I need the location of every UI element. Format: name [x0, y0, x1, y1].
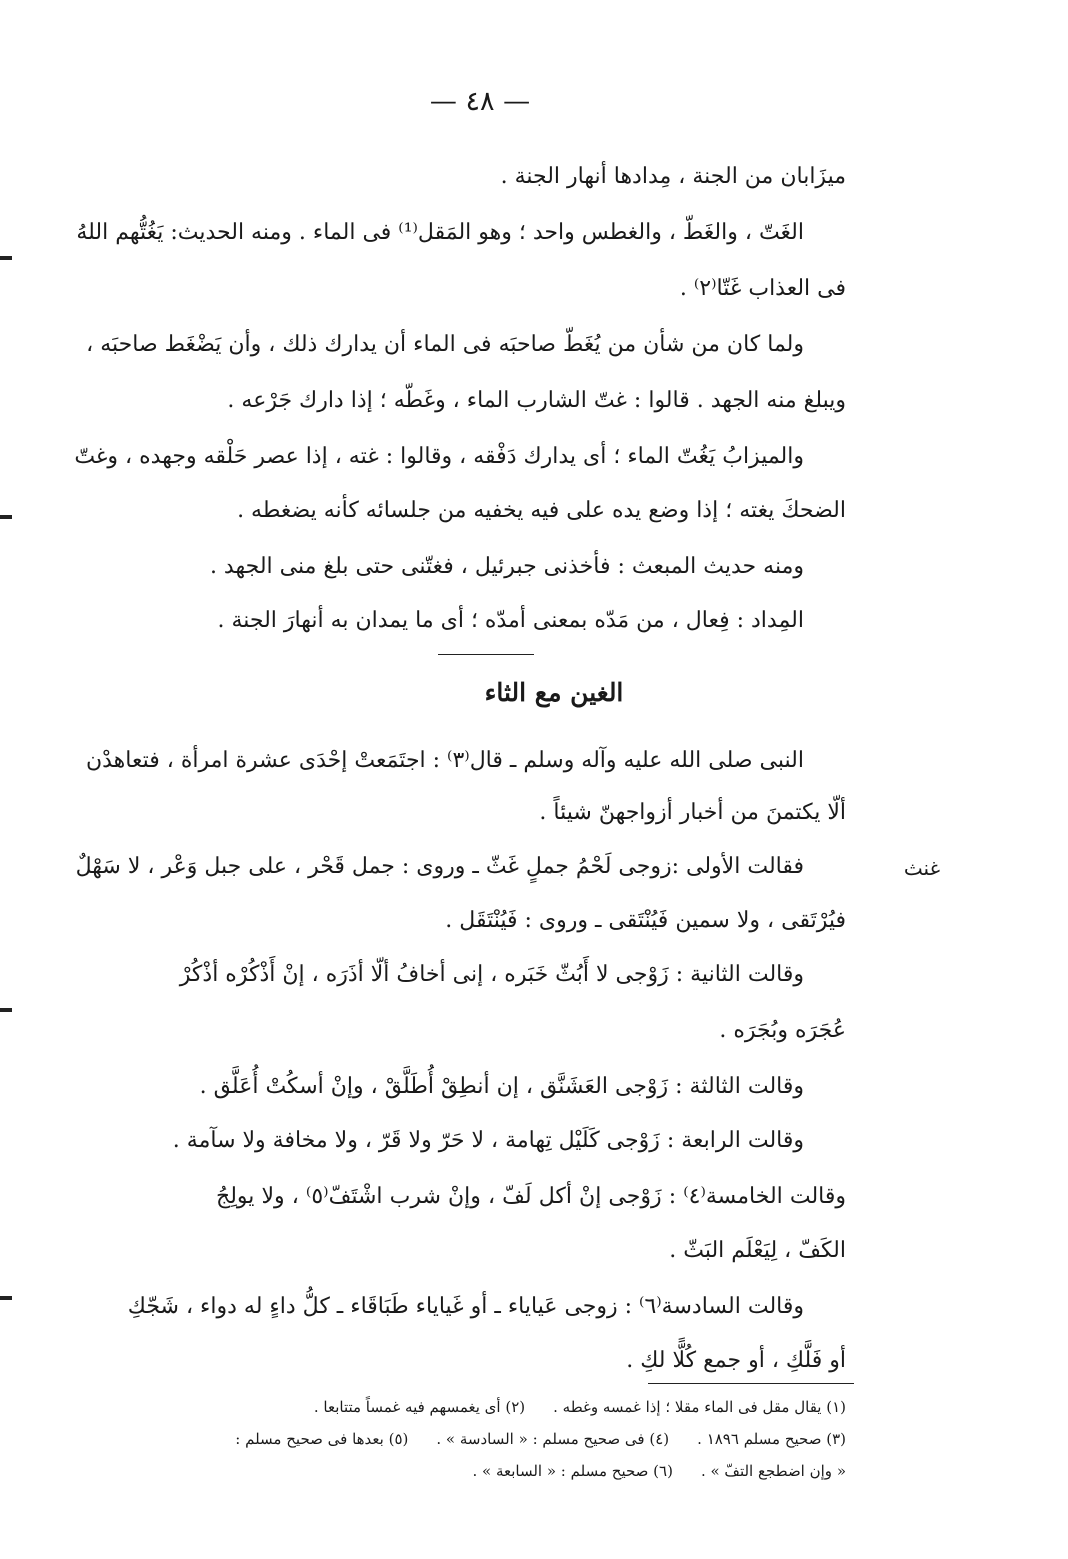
- text-line: والميزابُ يَغُتّ الماء ؛ أى يدارك دَفْقه ، وقالوا : غته ، إذا عصر حَلْقه وجهده ، وغتّ: [74, 444, 804, 469]
- footnote: (١) يقال مقل فى الماء مقلا ؛ إذا غمسه وغطه .: [553, 1398, 846, 1416]
- footnote-line: [146, 1460, 846, 1482]
- text-line: أو فَلَّكِ ، أو جمع كُلًّا لكِ .: [626, 1348, 846, 1373]
- footnote: (٥) بعدها فى صحيح مسلم :: [235, 1430, 409, 1448]
- text-line: وقالت الثالثة : زَوْجى العَشَنَّق ، إن أنطِقْ أُطَلَّقْ ، وإنْ أسكُتْ أُعَلَّق .: [199, 1074, 804, 1099]
- margin-keyword: غنث: [903, 856, 941, 880]
- text-line: ميزَابان من الجنة ، مِدادها أنهار الجنة .: [500, 164, 846, 189]
- scan-edge-mark: [0, 515, 12, 519]
- section-heading: الغين مع الثاء: [484, 678, 624, 707]
- footnote-divider: [648, 1383, 854, 1384]
- text-line: الضحكَ يغته ؛ إذا وضع يده على فيه يخفيه من جلسائه كأنه يضغطه .: [237, 498, 846, 523]
- footnote: (٢) أى يغمسهم فيه غمساً متتابعا .: [313, 1398, 526, 1416]
- text-line: وقالت الخامسة⁽٤⁾ : زَوْجى إنْ أكل لَفّ ، وإنْ شرب اشْتَفّ⁽٥⁾ ، ولا يولِجُ: [216, 1184, 847, 1209]
- text-line: ألّا يكتمنَ من أخبار أزواجهنّ شيئاً .: [539, 800, 846, 825]
- text-line: فيُرْتَقى ، ولا سمين فَيُنْتَقى ـ وروى : فَيُنْتَقَل .: [445, 908, 846, 933]
- text-line: الغَتّ ، والغَطّ ، والغطس واحد ؛ وهو المَقل⁽¹⁾ فى الماء . ومنه الحديث: يَغُتُّهم اللهُ: [76, 220, 804, 245]
- scan-edge-mark: [0, 1008, 12, 1012]
- text-line: وقالت الثانية : زَوْجى لا أَبُثّ خَبَره ، إنى أخافُ ألّا أذَرَه ، إنْ أَذْكُرْه أذْكُرْ: [179, 962, 804, 987]
- text-line: فى العذاب غَتّا⁽٢⁾ .: [679, 276, 846, 301]
- section-divider: [438, 654, 534, 655]
- footnote: (٤) فى صحيح مسلم : « السادسة » .: [436, 1430, 670, 1448]
- text-line: المِداد : فِعال ، من مَدّه بمعنى أمدّه ؛ أى ما يمدان به أنهارَ الجنة .: [217, 608, 804, 633]
- text-line: ولما كان من شأن من يُغَطّ صاحبَه فى الماء أن يدارك ذلك ، وأن يَضْغَط صاحبَه ،: [86, 332, 804, 357]
- footnote: (٣) صحيح مسلم ١٨٩٦ .: [697, 1430, 846, 1448]
- scan-edge-mark: [0, 256, 12, 260]
- footnote-line: [146, 1428, 846, 1450]
- text-line: عُجَرَه وبُجَرَه .: [719, 1018, 846, 1043]
- footnote-line: [146, 1396, 846, 1418]
- page-number: — ٤٨ —: [429, 86, 531, 117]
- text-line: وقالت السادسة⁽٦⁾ : زوجى عَياياء ـ أو غَياياء طَبَاقَاء ـ كلُّ داءٍ له دواء ، شَجّكِ: [127, 1294, 804, 1319]
- footnote: (٦) صحيح مسلم : « السابعة » .: [472, 1462, 673, 1480]
- text-line: فقالت الأولى :زوجى لَحْمُ جملٍ غَثّ ـ وروى : جمل قَحْر ، على جبل وَعْر ، لا سَهْلٌ: [75, 854, 804, 879]
- scan-edge-mark: [0, 1296, 12, 1300]
- text-line: النبى صلى الله عليه وآله وسلم ـ قال⁽٣⁾ : اجتَمَعتْ إحْدَى عشرة امرأة ، فتعاهدْن: [85, 748, 804, 773]
- text-line: الكَفّ ، لِيَعْلَم البَثّ .: [669, 1238, 846, 1263]
- text-line: ويبلغ منه الجهد . قالوا : غتّ الشارب الماء ، وغَطّه ؛ إذا دارك جَرْعه .: [227, 388, 846, 413]
- text-line: ومنه حديث المبعث : فأخذنى جبرئيل ، فغتّنى حتى بلغ منى الجهد .: [209, 554, 804, 579]
- text-line: وقالت الرابعة : زَوْجى كَلَيْل تِهامة ، لا حَرّ ولا قَرّ ، ولا مخافة ولا سآمة .: [172, 1128, 804, 1153]
- footnote: « وإن اضطجع التفّ » .: [700, 1462, 846, 1480]
